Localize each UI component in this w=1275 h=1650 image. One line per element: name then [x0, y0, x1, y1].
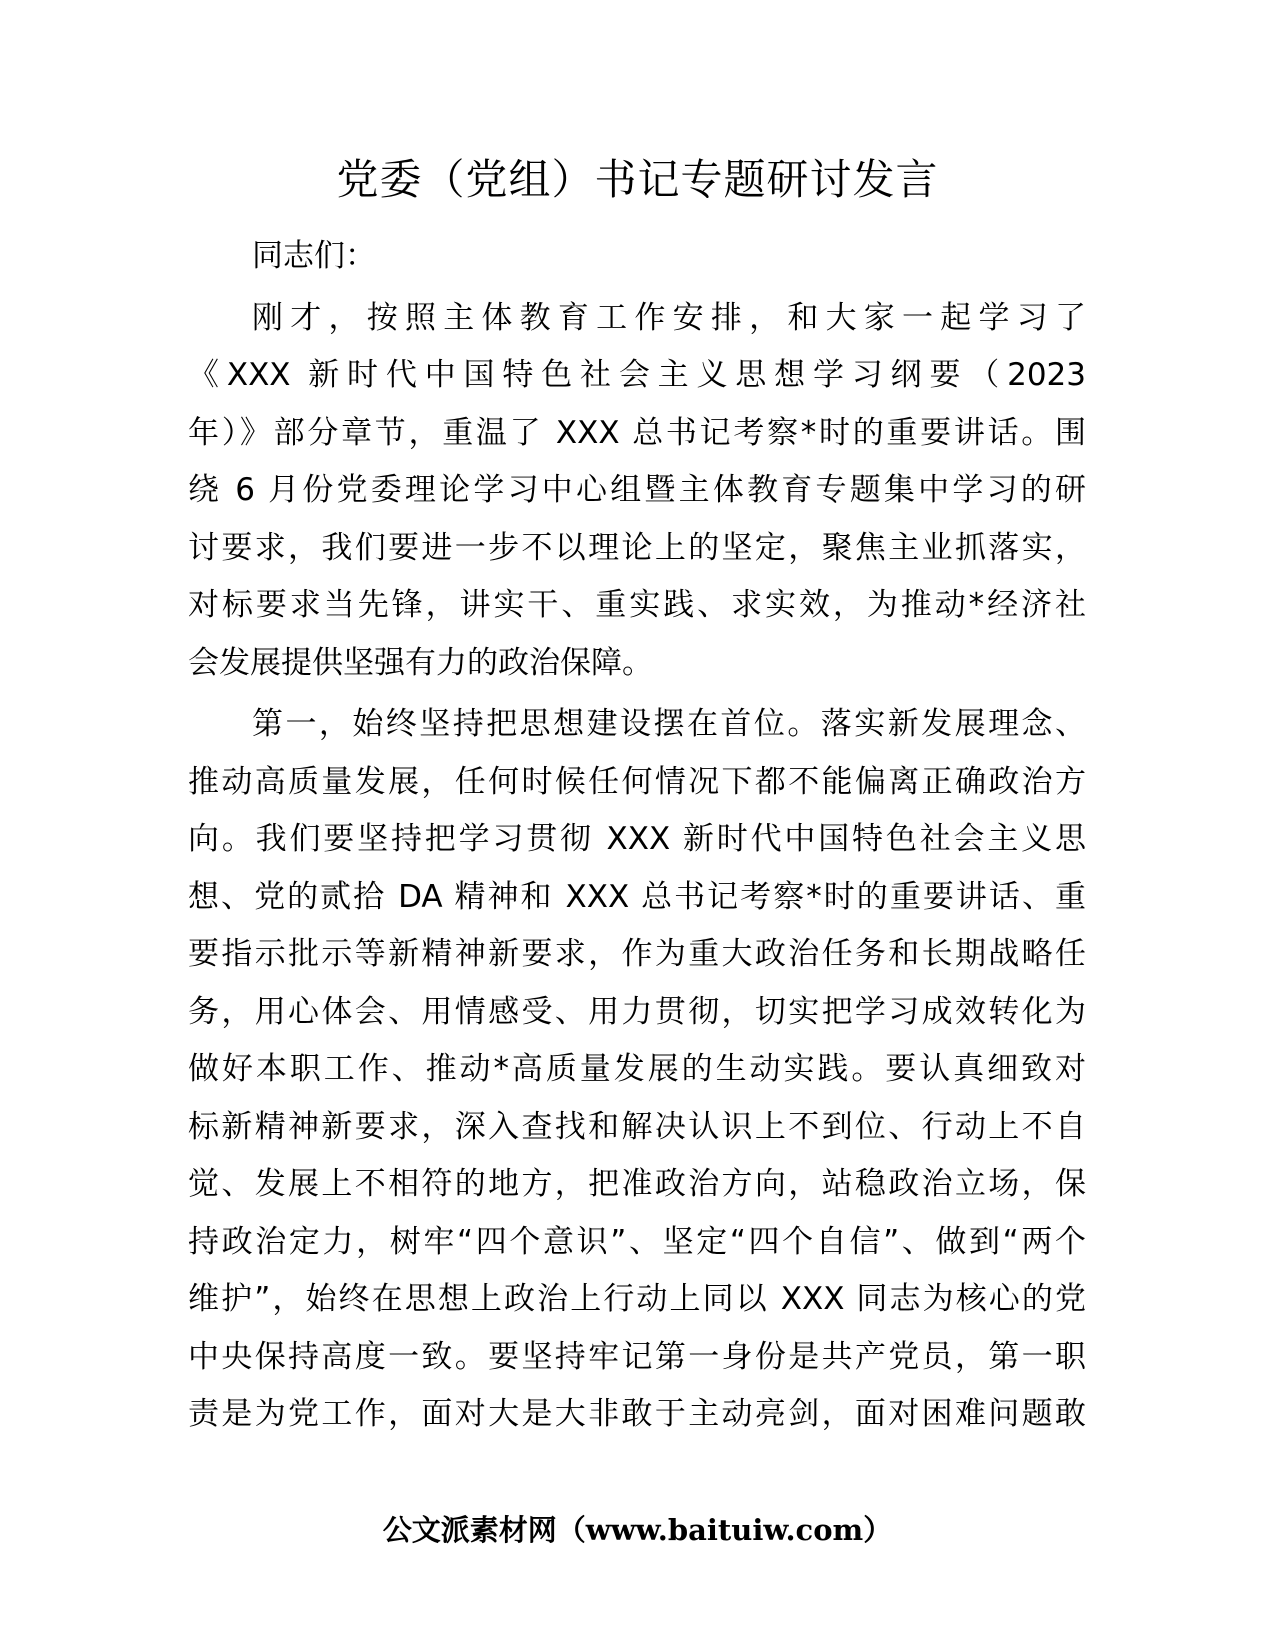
paragraph-line: 持政治定力，树牢“四个意识”、坚定“四个自信”、做到“两个	[188, 1223, 1086, 1260]
paragraph-line: 做好本职工作、推动*高质量发展的生动实践。要认真细致对	[188, 1051, 1086, 1087]
paragraph-line: 想、党的贰拾 DA 精神和 XXX 总书记考察*时的重要讲话、重	[188, 878, 1086, 915]
footer-watermark: 公文派素材网（www.baituiw.com）	[382, 1513, 893, 1547]
document-body	[188, 228, 1086, 1444]
paragraph-line: 推动高质量发展，任何时候任何情况下都不能偏离正确政治方	[188, 763, 1086, 800]
paragraph-line: 维护”，始终在思想上政治上行动上同以 XXX 同志为核心的党	[188, 1281, 1086, 1317]
document-title: 党委（党组）书记专题研讨发言	[336, 155, 939, 204]
paragraph-line: 会发展提供坚强有力的政治保障。	[188, 644, 653, 681]
paragraph-2	[188, 696, 1086, 1444]
salutation: 同志们：	[252, 238, 376, 274]
paragraph-line: 年）》部分章节，重温了 XXX 总书记考察*时的重要讲话。围	[188, 414, 1086, 451]
paragraph-line: 第一，始终坚持把思想建设摆在首位。落实新发展理念、	[252, 706, 1086, 742]
paragraph-line: 中央保持高度一致。要坚持牢记第一身份是共产党员，第一职	[188, 1338, 1086, 1375]
paragraph-1	[188, 290, 1086, 693]
paragraph-line: 务，用心体会、用情感受、用力贯彻，切实把学习成效转化为	[188, 993, 1086, 1030]
paragraph-line: 标新精神新要求，深入查找和解决认识上不到位、行动上不自	[188, 1108, 1086, 1145]
paragraph-line: 《XXX 新时代中国特色社会主义思想学习纲要（2023	[188, 357, 1086, 393]
paragraph-line: 绕 6 月份党委理论学习中心组暨主体教育专题集中学习的研	[188, 472, 1086, 508]
paragraph-line: 向。我们要坚持把学习贯彻 XXX 新时代中国特色社会主义思	[188, 821, 1086, 857]
paragraph-line: 要指示批示等新精神新要求，作为重大政治任务和长期战略任	[188, 936, 1086, 972]
paragraph-line: 觉、发展上不相符的地方，把准政治方向，站稳政治立场，保	[188, 1166, 1086, 1202]
paragraph-line: 责是为党工作，面对大是大非敢于主动亮剑，面对困难问题敢	[188, 1396, 1086, 1432]
paragraph-line: 对标要求当先锋，讲实干、重实践、求实效，为推动*经济社	[188, 587, 1086, 623]
paragraph-line: 讨要求，我们要进一步不以理论上的坚定，聚焦主业抓落实，	[188, 529, 1086, 566]
paragraph-line: 刚才，按照主体教育工作安排，和大家一起学习了	[252, 299, 1086, 336]
